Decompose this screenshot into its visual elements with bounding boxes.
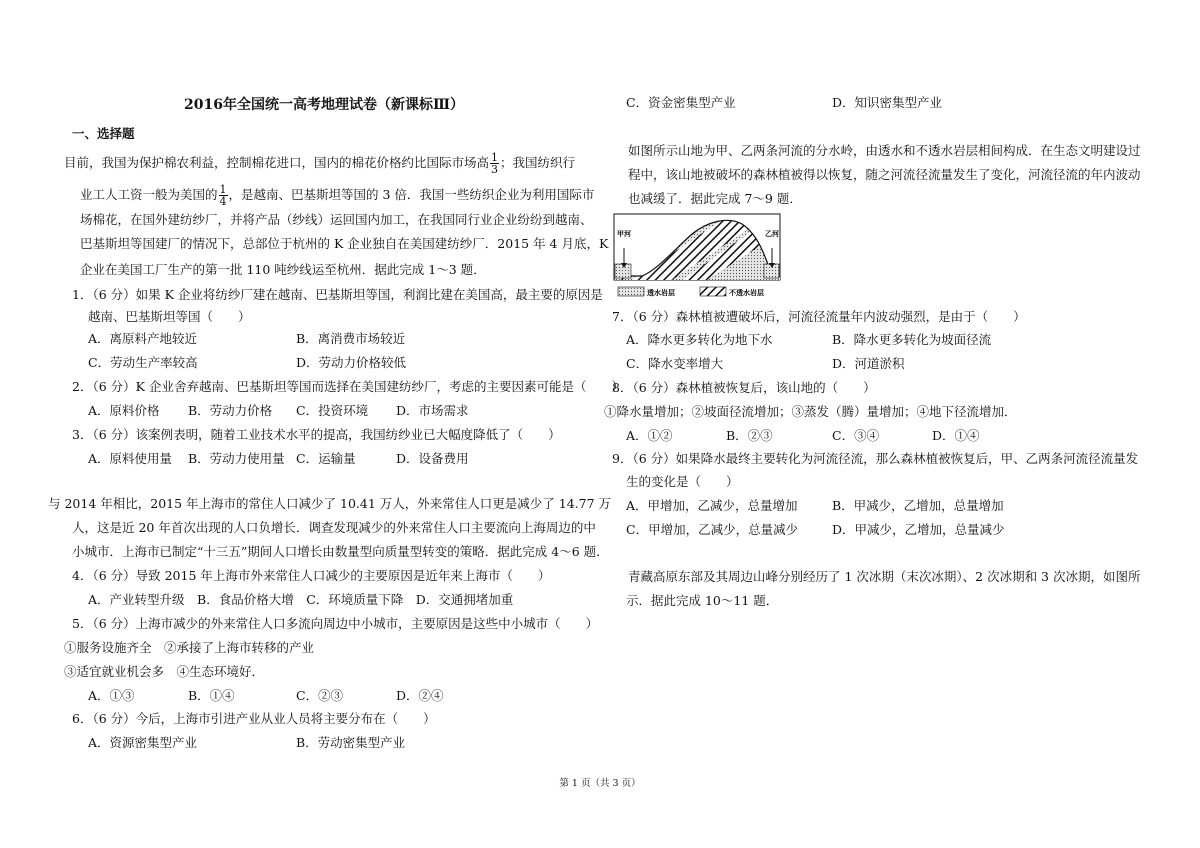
question-8-option-a[interactable]: A．①② [626, 428, 673, 443]
question-6-stem: 6．（6 分）今后，上海市引进产业从业人员将主要分布在（ ） [72, 711, 436, 726]
passage-1-line-5: 企业在美国工厂生产的第一批 110 吨纱线运至杭州．据此完成 1～3 题． [80, 262, 486, 277]
question-1-option-c[interactable]: C．劳动生产率较高 [88, 355, 198, 370]
question-9-option-d[interactable]: D．甲减少，乙增加，总量减少 [832, 522, 1005, 537]
question-7-option-d[interactable]: D．河道淤积 [832, 356, 905, 371]
question-5-statements-1: ①服务设施齐全 ②承接了上海市转移的产业 [64, 640, 315, 655]
question-9-option-a[interactable]: A．甲增加，乙减少，总量增加 [626, 498, 798, 513]
question-3-option-d[interactable]: D．设备费用 [396, 451, 469, 466]
passage-3-line-2: 程中，该山地被破坏的森林植被得以恢复，随之河流径流量发生了变化，河流径流的年内波动 [628, 167, 1141, 182]
question-5-option-b[interactable]: B．①④ [188, 688, 235, 703]
passage-1-line-3: 场棉花，在国外建纺纱厂，并将产品（纱线）运回国内加工，在我国同行业企业纷纷到越南、 [80, 212, 593, 227]
passage-3-line-1: 如图所示山地为甲、乙两条河流的分水岭，由透水和不透水岩层相间构成．在生态文明建设过 [628, 143, 1141, 158]
question-7-option-b[interactable]: B．降水更多转化为坡面径流 [832, 332, 992, 347]
question-1-stem: 1．（6 分）如果 K 企业将纺纱厂建在越南、巴基斯坦等国，利润比建在美国高，最主要的原因是 [72, 287, 603, 302]
question-9-stem-cont: 生的变化是（ ） [626, 474, 739, 489]
question-8-stem: 8．（6 分）森林植被恢复后，该山地的（ ） [612, 380, 876, 395]
question-3-option-b[interactable]: B．劳动力使用量 [188, 451, 285, 466]
question-5-statements-2: ③适宜就业机会多 ④生态环境好． [64, 664, 265, 679]
question-9-option-b[interactable]: B．甲减少，乙增加，总量增加 [832, 498, 1004, 513]
question-8-option-b[interactable]: B．②③ [726, 428, 773, 443]
question-3-stem: 3．（6 分）该案例表明，随着工业技术水平的提高，我国纺纱业已大幅度降低了（ ） [72, 427, 561, 442]
question-1-stem-cont: 越南、巴基斯坦等国（ ） [88, 309, 251, 324]
question-6-option-a[interactable]: A．资源密集型产业 [88, 735, 198, 750]
river-b-label: 乙河 [765, 229, 779, 238]
legend-permeable-label: 透水岩层 [647, 288, 675, 297]
question-2-option-a[interactable]: A．原料价格 [88, 403, 160, 418]
question-5-stem: 5．（6 分）上海市减少的外来常住人口多流向周边中小城市，主要原因是这些中小城市（ ） [72, 616, 599, 631]
question-1-option-a[interactable]: A．离原料产地较近 [88, 331, 198, 346]
question-6-option-b[interactable]: B．劳动密集型产业 [296, 735, 406, 750]
question-2-option-d[interactable]: D．市场需求 [396, 403, 469, 418]
passage-1-text: 目前，我国为保护棉农利益，控制棉花进口，国内的棉花价格约比国际市场高 [64, 155, 490, 170]
legend-impermeable-label: 不透水岩层 [729, 288, 764, 297]
passage-3-line-3: 也减缓了．据此完成 7～9 题． [628, 191, 802, 206]
fraction-numerator: 1 [219, 183, 227, 196]
question-3-option-c[interactable]: C．运输量 [296, 451, 356, 466]
fraction-denominator: 4 [219, 195, 227, 208]
mountain-strata-diagram [612, 212, 782, 302]
fraction-one-third [490, 152, 499, 175]
section-heading: 一、选择题 [72, 126, 135, 141]
question-8-statements: ①降水量增加；②坡面径流增加；③蒸发（腾）量增加；④地下径流增加． [604, 404, 1017, 419]
question-7-stem: 7．（6 分）森林植被遭破坏后，河流径流量年内波动强烈，是由于（ ） [612, 309, 1026, 324]
question-7-option-a[interactable]: A．降水更多转化为地下水 [626, 332, 773, 347]
question-9-stem: 9．（6 分）如果降水最终主要转化为河流径流，那么森林植被恢复后，甲、乙两条河流径流量发 [612, 451, 1139, 466]
passage-2-line-1: 与 2014 年相比，2015 年上海市的常住人口减少了 10.41 万人，外来常住人口更是减少了 14.77 万 [48, 496, 612, 511]
fraction-numerator: 1 [491, 151, 499, 164]
fraction-one-quarter [219, 184, 228, 207]
question-6-option-d[interactable]: D．知识密集型产业 [832, 95, 943, 110]
passage-4-line-2: 示．据此完成 10～11 题． [626, 593, 779, 608]
passage-1-line-4: 巴基斯坦等国建厂的情况下，总部位于杭州的 K 企业独自在美国建纺纱厂．2015 年 4 月底，K [80, 236, 609, 251]
passage-2-line-2: 人，这是近 20 年首次出现的人口负增长．调查发现减少的外来常住人口主要流向上海周边的中 [72, 520, 596, 535]
question-3-option-a[interactable]: A．原料使用量 [88, 451, 173, 466]
question-4-stem: 4．（6 分）导致 2015 年上海市外来常住人口减少的主要原因是近年来上海市（ ） [72, 568, 551, 583]
question-2-option-c[interactable]: C．投资环境 [296, 403, 369, 418]
question-5-option-a[interactable]: A．①③ [88, 688, 135, 703]
legend-impermeable-swatch [700, 287, 726, 296]
passage-1-text: ，是越南、巴基斯坦等国的 3 倍．我国一些纺织企业为利用国际市 [228, 187, 595, 202]
question-5-option-c[interactable]: C．②③ [296, 688, 344, 703]
question-4-options[interactable]: A．产业转型升级 B．食品价格大增 C．环境质量下降 D．交通拥堵加重 [88, 592, 514, 607]
passage-2-line-3: 小城市．上海市已制定“十三五”期间人口增长由数量型向质量型转变的策略．据此完成 4～6 题． [72, 544, 609, 559]
question-6-option-c[interactable]: C．资金密集型产业 [626, 95, 736, 110]
river-a-label: 甲河 [617, 229, 631, 238]
question-1-option-b[interactable]: B．离消费市场较近 [296, 331, 406, 346]
question-7-option-c[interactable]: C．降水变率增大 [626, 356, 724, 371]
question-1-option-d[interactable]: D．劳动力价格较低 [296, 355, 407, 370]
passage-4-line-1: 青藏高原东部及其周边山峰分别经历了 1 次冰期（末次冰期）、2 次冰期和 3 次冰期，如图所 [628, 569, 1141, 584]
legend-permeable-swatch [618, 287, 644, 296]
passage-1-text: ；我国纺织行 [500, 155, 576, 170]
page-title: 2016年全国统一高考地理试卷（新课标Ⅲ） [184, 97, 465, 113]
question-8-option-c[interactable]: C．③④ [832, 428, 880, 443]
page-footer: 第 1 页（共 3 页） [559, 778, 641, 789]
question-2-stem: 2．（6 分）K 企业舍弃越南、巴基斯坦等国而选择在美国建纺纱厂，考虑的主要因素可能是（ ） [72, 379, 624, 394]
question-2-option-b[interactable]: B．劳动力价格 [188, 403, 273, 418]
passage-1-line-2 [80, 184, 594, 207]
passage-1-line-1 [64, 152, 575, 175]
question-5-option-d[interactable]: D．②④ [396, 688, 444, 703]
question-8-option-d[interactable]: D．①④ [932, 428, 980, 443]
passage-1-text: 业工人工资一般为美国的 [80, 187, 218, 202]
fraction-denominator: 3 [491, 163, 499, 176]
question-9-option-c[interactable]: C．甲增加，乙减少，总量减少 [626, 522, 799, 537]
